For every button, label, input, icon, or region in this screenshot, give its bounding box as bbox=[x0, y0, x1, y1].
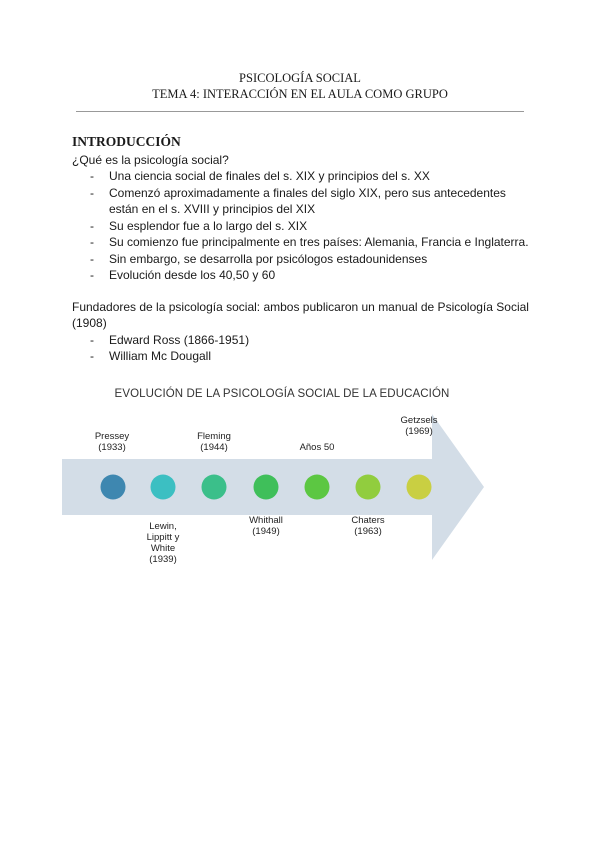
header-subject: PSICOLOGÍA SOCIAL bbox=[239, 71, 361, 85]
founders-list bbox=[72, 332, 532, 365]
event-name: Fleming bbox=[197, 431, 231, 442]
list-item: - Sin embargo, se desarrolla por psicólogos estadounidenses bbox=[109, 251, 532, 268]
timeline-dot-1 bbox=[101, 475, 126, 500]
section-title: INTRODUCCIÓN bbox=[72, 134, 181, 149]
list-item: - William Mc Dougall bbox=[109, 348, 532, 365]
list-item: - Comenzó aproximadamente a finales del siglo XIX, pero sus antecedentes están en el s. XVIII y principios del XIX bbox=[109, 185, 532, 218]
header-topic: TEMA 4: INTERACCIÓN EN EL AULA COMO GRUPO bbox=[152, 87, 448, 101]
timeline-graphic bbox=[62, 382, 502, 582]
list-item: - Su esplendor fue a lo largo del s. XIX bbox=[109, 218, 532, 235]
event-year: (1969) bbox=[405, 426, 433, 437]
event-name: Años 50 bbox=[299, 442, 335, 453]
event-year: (1933) bbox=[98, 442, 126, 453]
event-year: (1963) bbox=[354, 526, 382, 537]
timeline-label-whithall bbox=[236, 515, 296, 537]
list-item: - Su comienzo fue principalmente en tres países: Alemania, Francia e Inglaterra. bbox=[109, 234, 532, 251]
event-name: Chaters bbox=[351, 515, 385, 526]
list-item: - Una ciencia social de finales del s. XIX y principios del s. XX bbox=[109, 168, 532, 185]
event-name: Lewin, Lippitt y White bbox=[146, 521, 180, 554]
timeline-title: EVOLUCIÓN DE LA PSICOLOGÍA SOCIAL DE LA EDUCACIÓN bbox=[114, 388, 450, 400]
founders-paragraph: Fundadores de la psicología social: ambos publicaron un manual de Psicología Social (1908) bbox=[72, 299, 529, 330]
timeline-dot-3 bbox=[202, 475, 227, 500]
timeline-label-lewin bbox=[133, 521, 193, 565]
event-name: Getzsels bbox=[400, 415, 438, 426]
document-header bbox=[0, 70, 600, 102]
timeline-label-chaters bbox=[338, 515, 398, 537]
intro-question: ¿Qué es la psicología social? bbox=[72, 152, 229, 167]
event-name: Pressey bbox=[94, 431, 130, 442]
timeline-label-anos-50 bbox=[287, 442, 347, 453]
event-year: (1939) bbox=[149, 554, 177, 565]
timeline-dot-6 bbox=[356, 475, 381, 500]
document-body bbox=[72, 134, 532, 365]
event-year: (1949) bbox=[252, 526, 280, 537]
intro-list bbox=[72, 168, 532, 284]
timeline-dot-4 bbox=[254, 475, 279, 500]
timeline-dot-2 bbox=[151, 475, 176, 500]
timeline-label-fleming bbox=[184, 431, 244, 453]
timeline-dot-5 bbox=[305, 475, 330, 500]
event-name: Whithall bbox=[249, 515, 283, 526]
timeline-dot-7 bbox=[407, 475, 432, 500]
list-item: - Edward Ross (1866-1951) bbox=[109, 332, 532, 349]
timeline-label-pressey bbox=[82, 431, 142, 453]
header-divider bbox=[76, 111, 524, 112]
timeline-diagram bbox=[62, 382, 502, 582]
timeline-label-getzsels bbox=[389, 415, 449, 437]
list-item: - Evolución desde los 40,50 y 60 bbox=[109, 267, 532, 284]
event-year: (1944) bbox=[200, 442, 228, 453]
